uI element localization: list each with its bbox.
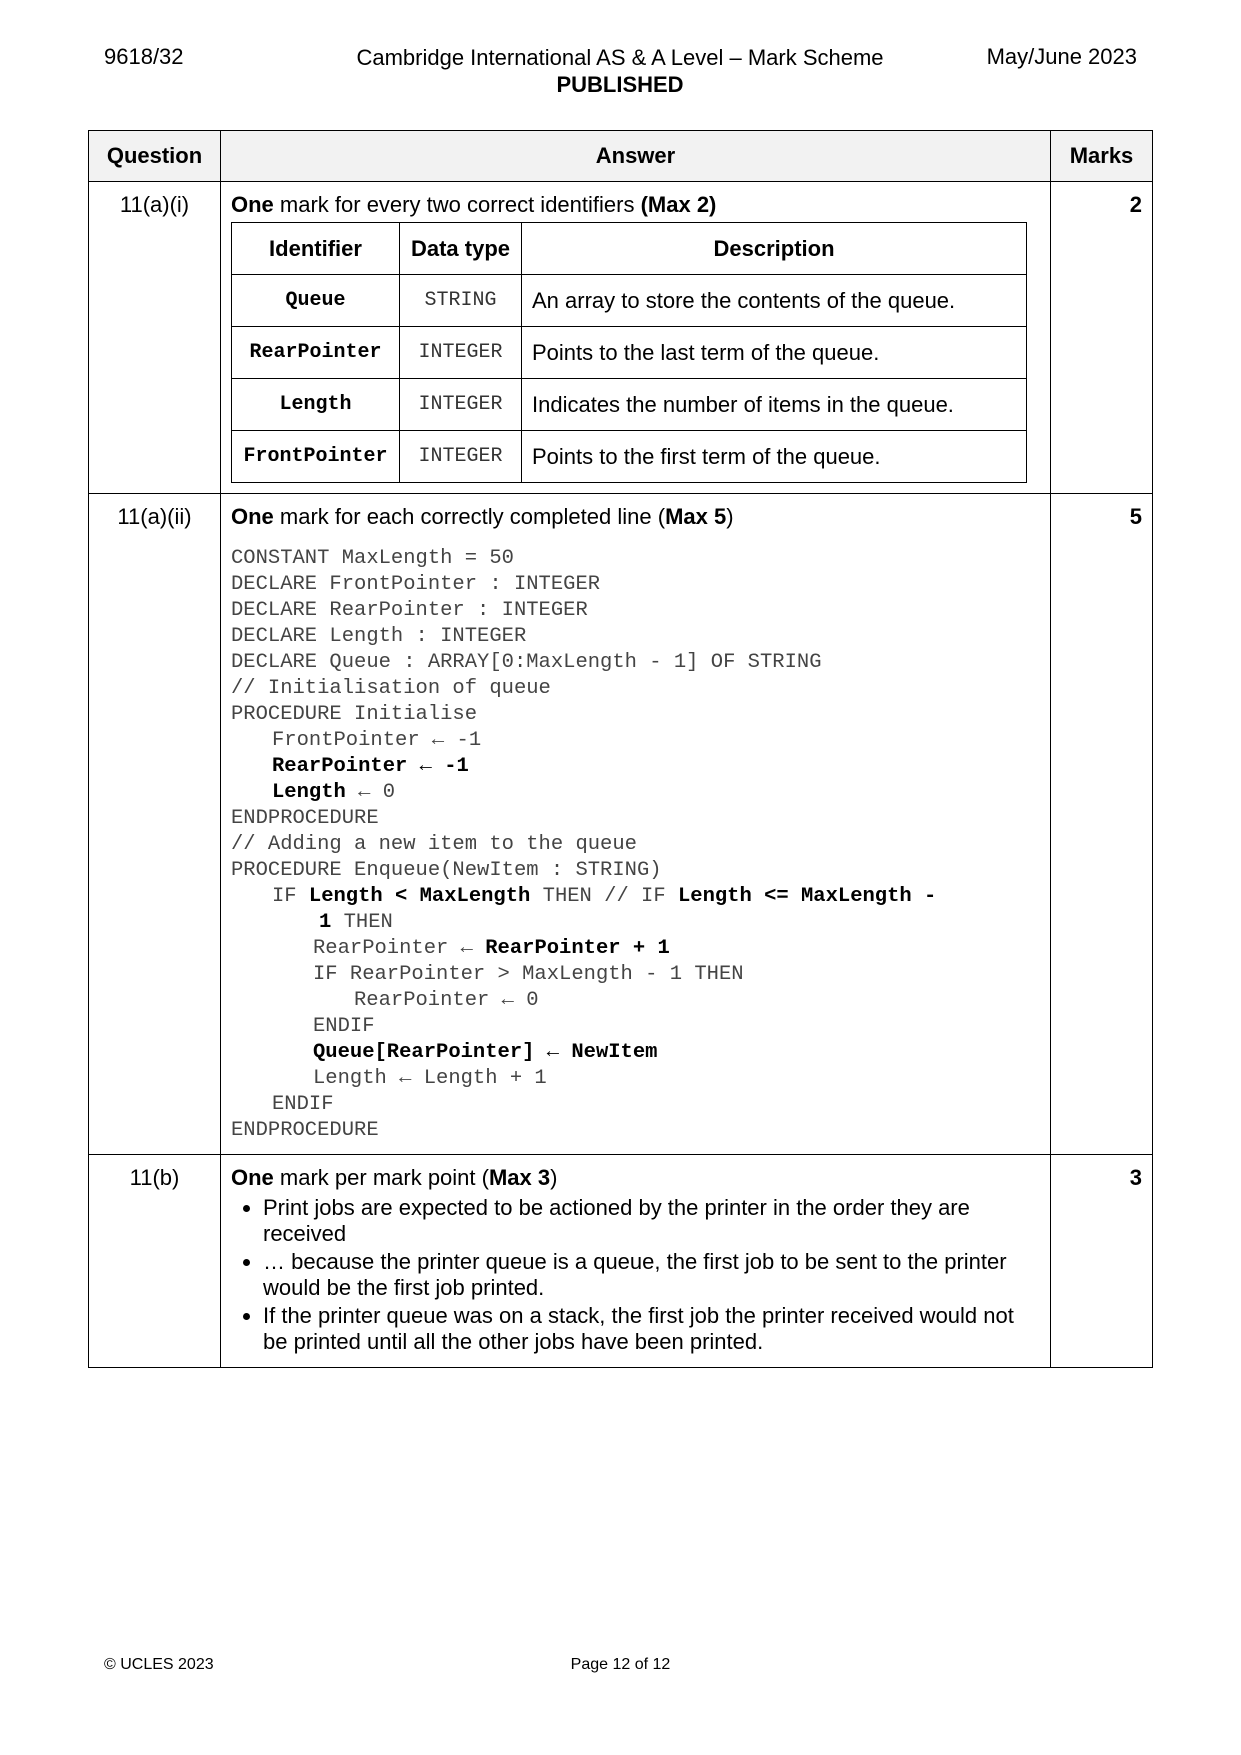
question-number: 11(a)(i) — [89, 182, 221, 494]
intro-close: ) — [726, 504, 734, 529]
question-number: 11(a)(ii) — [89, 494, 221, 1155]
pseudocode-block — [231, 546, 1040, 1144]
identifier-header: Identifier — [232, 223, 400, 275]
identifier-table — [231, 222, 1027, 483]
code-answer: RearPointer + 1 — [485, 937, 670, 960]
identifier-name: RearPointer — [232, 327, 400, 379]
code-line: FrontPointer ← -1 — [272, 729, 482, 752]
table-row — [89, 182, 1153, 494]
table-row — [89, 494, 1153, 1155]
intro-close: ) — [550, 1165, 558, 1190]
code-line: ENDPROCEDURE — [231, 1119, 379, 1142]
list-item: • … because the printer queue is a queue, the first job to be sent to the printer would be the first job printed. — [263, 1249, 1040, 1301]
identifier-type: INTEGER — [400, 379, 522, 431]
code-answer-line — [231, 936, 1040, 962]
code-answer-line: RearPointer ← -1 — [272, 755, 469, 778]
question-number: 11(b) — [89, 1155, 221, 1368]
identifier-type: INTEGER — [400, 431, 522, 483]
code-line: CONSTANT MaxLength = 50 — [231, 547, 514, 570]
copyright-notice: © UCLES 2023 — [104, 1656, 214, 1673]
code-line: PROCEDURE Enqueue(NewItem : STRING) — [231, 859, 662, 882]
mark-instruction — [231, 504, 1040, 530]
code-line: DECLARE Length : INTEGER — [231, 625, 527, 648]
paper-code: 9618/32 — [104, 44, 184, 69]
intro-bold: One — [231, 1165, 274, 1190]
code-answer-line: Queue[RearPointer] ← NewItem — [313, 1041, 658, 1064]
code-answer-line — [231, 780, 1040, 806]
identifier-name: Queue — [232, 275, 400, 327]
identifier-row — [232, 379, 1027, 431]
code-answer-line — [231, 884, 1040, 910]
intro-max: (Max 2) — [640, 192, 717, 217]
code-answer: Length < MaxLength — [308, 885, 531, 908]
identifier-type: STRING — [400, 275, 522, 327]
identifier-name: Length — [232, 379, 400, 431]
title-text: Cambridge International AS & A Level – Mark Scheme — [356, 45, 884, 70]
code-comment: // Adding a new item to the queue — [231, 833, 637, 856]
code-text: ← 0 — [345, 781, 396, 804]
list-item: • Print jobs are expected to be actioned by the printer in the order they are received — [263, 1195, 1040, 1247]
header-question: Question — [89, 131, 221, 182]
code-text: THEN // IF — [530, 885, 678, 908]
table-header-row — [89, 131, 1153, 182]
published-label: PUBLISHED — [556, 72, 684, 97]
code-line: IF RearPointer > MaxLength - 1 THEN — [313, 963, 744, 986]
code-line: DECLARE Queue : ARRAY[0:MaxLength - 1] OF STRING — [231, 651, 822, 674]
identifier-row — [232, 431, 1027, 483]
code-line: Length ← Length + 1 — [313, 1067, 547, 1090]
identifier-row — [232, 327, 1027, 379]
code-line: DECLARE FrontPointer : INTEGER — [231, 573, 601, 596]
code-text: THEN — [331, 911, 393, 934]
header-marks: Marks — [1051, 131, 1153, 182]
code-text: RearPointer ← — [313, 937, 486, 960]
intro-text: mark per mark point ( — [273, 1165, 489, 1190]
answer-cell — [221, 494, 1051, 1155]
answer-cell — [221, 1155, 1051, 1368]
mark-instruction — [231, 192, 1040, 218]
code-answer: Length — [272, 781, 346, 804]
identifier-name: FrontPointer — [232, 431, 400, 483]
code-line: RearPointer ← 0 — [354, 989, 539, 1012]
code-answer-line — [231, 910, 1040, 936]
header-answer: Answer — [221, 131, 1051, 182]
data-type-header: Data type — [400, 223, 522, 275]
intro-bold: One — [231, 192, 274, 217]
answer-cell — [221, 182, 1051, 494]
intro-bold: One — [231, 504, 274, 529]
marks-value: 2 — [1051, 182, 1153, 494]
page-header — [0, 44, 1241, 104]
code-answer: 1 — [319, 911, 332, 934]
code-line: PROCEDURE Initialise — [231, 703, 478, 726]
code-line: ENDIF — [313, 1015, 375, 1038]
code-text: IF — [272, 885, 309, 908]
identifier-description: Indicates the number of items in the queue. — [522, 379, 1027, 431]
mark-scheme-table — [88, 130, 1153, 1368]
code-comment: // Initialisation of queue — [231, 677, 551, 700]
identifier-description: Points to the first term of the queue. — [522, 431, 1027, 483]
identifier-description: An array to store the contents of the queue. — [522, 275, 1027, 327]
mark-points-list — [231, 1195, 1040, 1355]
intro-text: mark for each correctly completed line ( — [273, 504, 666, 529]
code-line: DECLARE RearPointer : INTEGER — [231, 599, 588, 622]
mark-instruction — [231, 1165, 1040, 1191]
intro-text: mark for every two correct identifiers — [273, 192, 641, 217]
document-title — [300, 44, 940, 98]
code-line: ENDPROCEDURE — [231, 807, 379, 830]
table-row — [89, 1155, 1153, 1368]
identifier-row — [232, 275, 1027, 327]
code-answer: Length <= MaxLength - — [677, 885, 937, 908]
marks-value: 5 — [1051, 494, 1153, 1155]
list-item: • If the printer queue was on a stack, the first job the printer received would not be printed until all the other jobs have been printed. — [263, 1303, 1040, 1355]
intro-max: Max 5 — [665, 504, 727, 529]
identifier-type: INTEGER — [400, 327, 522, 379]
page-number: Page 12 of 12 — [570, 1656, 671, 1673]
intro-max: Max 3 — [488, 1165, 551, 1190]
marks-value: 3 — [1051, 1155, 1153, 1368]
code-line: ENDIF — [272, 1093, 334, 1116]
identifier-description: Points to the last term of the queue. — [522, 327, 1027, 379]
exam-session: May/June 2023 — [986, 44, 1137, 69]
identifier-header-row — [232, 223, 1027, 275]
description-header: Description — [522, 223, 1027, 275]
